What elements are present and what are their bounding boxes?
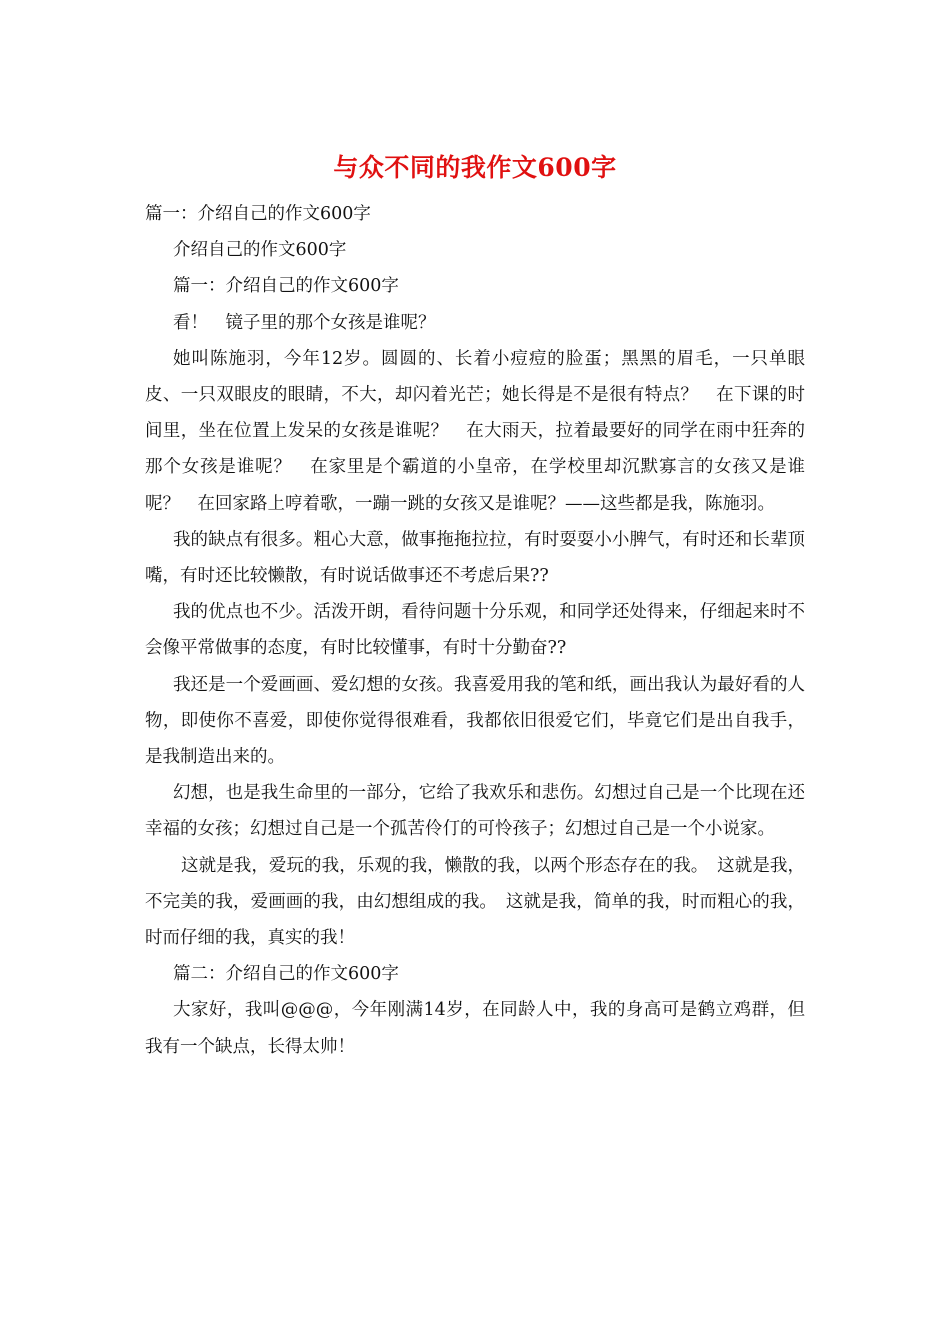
paragraph: 她叫陈施羽，今年12岁。圆圆的、长着小痘痘的脸蛋；黑黑的眉毛，一只单眼皮、一只双眼皮的眼睛，不大，却闪着光芒；她长得是不是很有特点？ 在下课的时间里，坐在位置上发呆的女孩是谁呢？ 在大雨天，拉着最要好的同学在雨中狂奔的那个女孩是谁呢？ 在家里是个霸道的小皇帝，在学校里却沉默寡言的女孩又是谁呢？ 在回家路上哼着歌，一蹦一跳的女孩又是谁呢？——这些都是我，陈施羽。: [145, 348, 805, 514]
paragraph: 看！ 镜子里的那个女孩是谁呢？: [173, 312, 436, 333]
paragraph: 大家好，我叫@@@，今年刚满14岁，在同龄人中，我的身高可是鹤立鸡群，但我有一个缺点，长得太帅！: [145, 1000, 805, 1057]
section-heading: 篇二：介绍自己的作文600字: [173, 964, 399, 985]
paragraph: 这就是我，爱玩的我，乐观的我，懒散的我，以两个形态存在的我。 这就是我，不完美的我，爱画画的我，由幻想组成的我。 这就是我，简单的我，时而粗心的我，时而仔细的我，真实的我！: [145, 855, 805, 949]
section-heading: 篇一：介绍自己的作文600字: [145, 204, 371, 224]
document-title: 与众不同的我作文600字: [333, 153, 617, 182]
paragraph: 我还是一个爱画画、爱幻想的女孩。我喜爱用我的笔和纸，画出我认为最好看的人物，即使你不喜爱，即使你觉得很难看，我都依旧很爱它们，毕竟它们是出自我手，是我制造出来的。: [145, 674, 805, 768]
paragraph: 幻想，也是我生命里的一部分，它给了我欢乐和悲伤。幻想过自己是一个比现在还 幸福的女孩；幻想过自己是一个孤苦伶仃的可怜孩子；幻想过自己是一个小说家。: [145, 783, 823, 840]
paragraph: 篇一：介绍自己的作文600字: [173, 276, 399, 297]
paragraph: 我的缺点有很多。粗心大意，做事拖拖拉拉，有时耍耍小小脾气，有时还和长辈顶嘴，有时还比较懒散，有时说话做事还不考虑后果??: [145, 529, 805, 587]
paragraph: 我的优点也不少。活泼开朗，看待问题十分乐观，和同学还处得来，仔细起来时不会像平常做事的态度，有时比较懂事，有时十分勤奋??: [145, 602, 805, 659]
document-body: [145, 196, 823, 1065]
paragraph: 介绍自己的作文600字: [173, 240, 347, 261]
